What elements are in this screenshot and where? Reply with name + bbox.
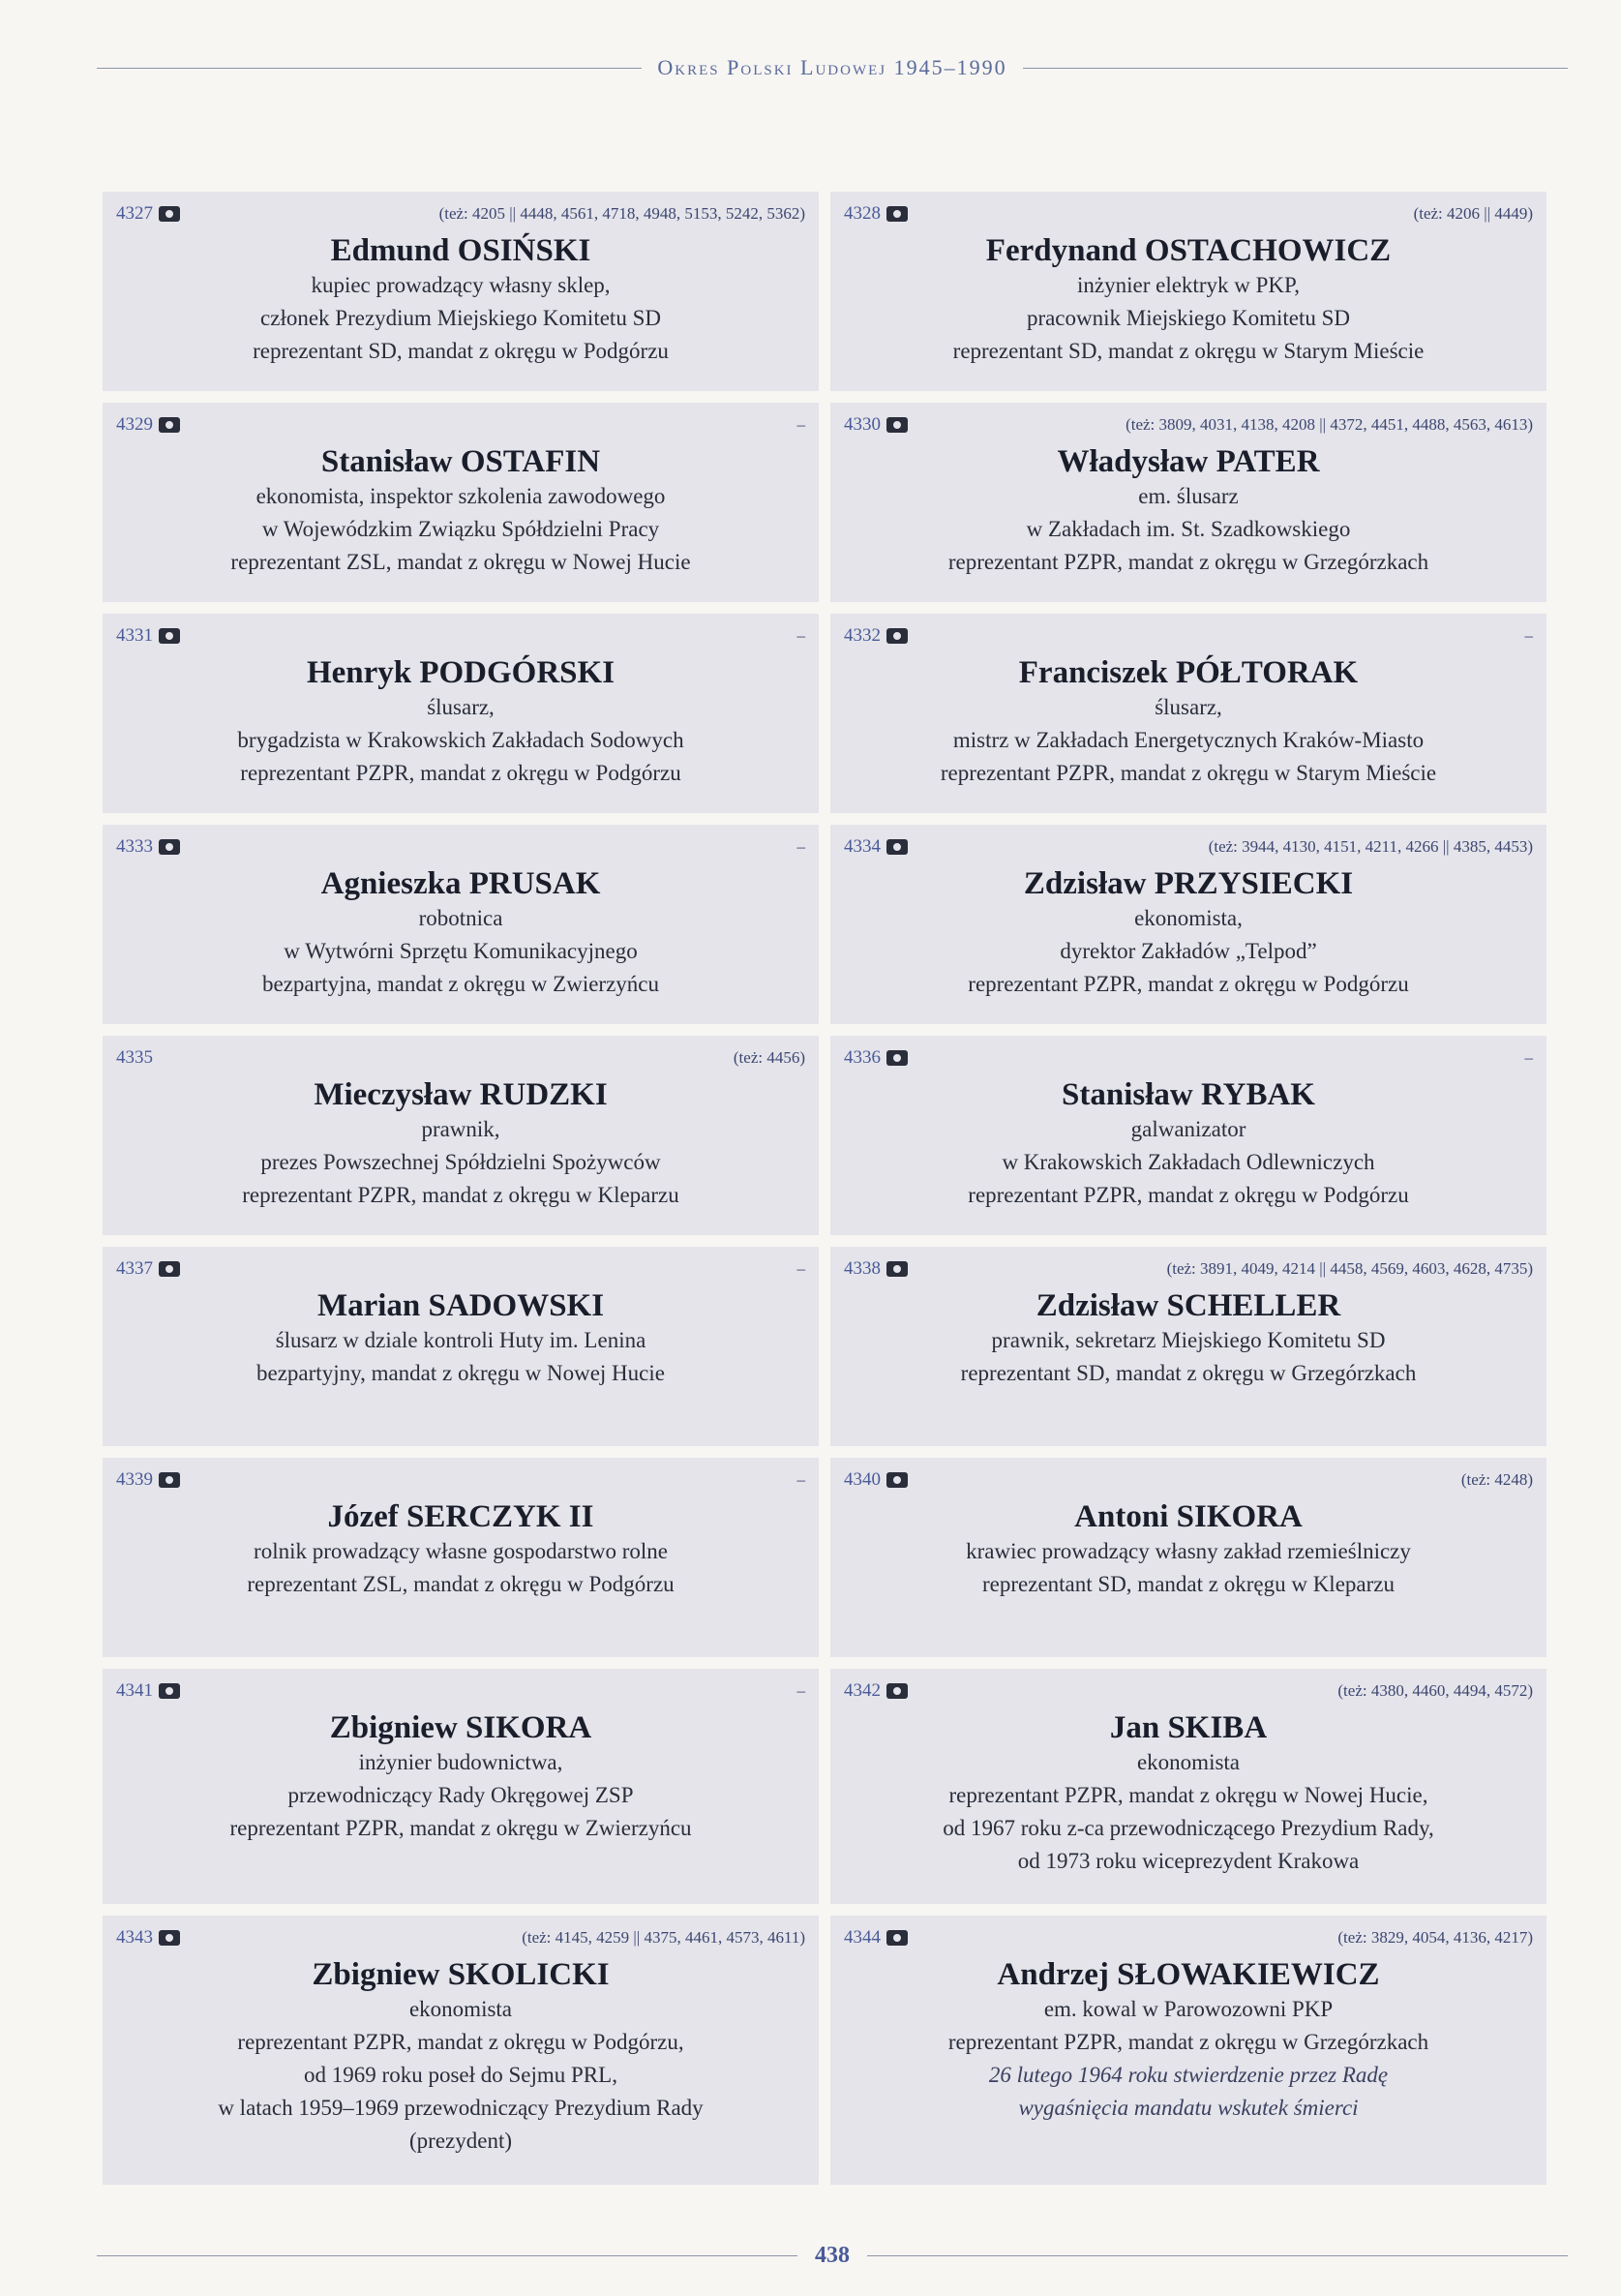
camera-icon (159, 1261, 180, 1277)
header-rule-left (97, 68, 642, 69)
entry-detail-line: reprezentant PZPR, mandat z okręgu w Podgórzu (968, 972, 1409, 996)
entry-name: Franciszek PÓŁTORAK (1018, 655, 1359, 690)
entry-name: Henryk PODGÓRSKI (306, 655, 615, 690)
entry-detail-line: bezpartyjna, mandat z okręgu w Zwierzyńcu (262, 972, 659, 996)
entries-grid (103, 192, 1557, 2185)
entry-card (103, 1916, 819, 2185)
entry-detail-line: reprezentant PZPR, mandat z okręgu w Podgórzu (240, 761, 681, 785)
entry-name: Zbigniew SKOLICKI (312, 1957, 610, 1992)
camera-icon (159, 417, 180, 433)
entry-detail-line: brygadzista w Krakowskich Zakładach Sodowych (237, 728, 684, 752)
entry-name: Agnieszka PRUSAK (320, 866, 601, 901)
entry-card (103, 1247, 819, 1446)
entry-topline (844, 1467, 1533, 1493)
entry-number (116, 1258, 180, 1280)
entry-number-text: 4342 (844, 1680, 881, 1701)
entry-name: Stanisław OSTAFIN (320, 444, 601, 479)
entry-detail-line: reprezentant PZPR, mandat z okręgu w Zwierzyńcu (229, 1816, 692, 1840)
entry-detail-line: od 1973 roku wiceprezydent Krakowa (1017, 1849, 1360, 1873)
entry-name: Zbigniew SIKORA (329, 1710, 592, 1745)
entry-card (830, 1458, 1546, 1657)
entry-card (830, 1036, 1546, 1235)
entry-topline (116, 834, 805, 860)
entry-detail-line: reprezentant SD, mandat z okręgu w Grzegórzkach (960, 1361, 1417, 1385)
camera-icon (886, 1472, 908, 1488)
camera-icon (886, 417, 908, 433)
entry-detail-line: reprezentant ZSL, mandat z okręgu w Podgórzu (247, 1572, 675, 1596)
entry-card (830, 1669, 1546, 1904)
header-rule-right (1023, 68, 1568, 69)
entry-card (103, 403, 819, 602)
entry-name: Stanisław RYBAK (1062, 1077, 1315, 1112)
entry-topline (116, 412, 805, 438)
entry-card (830, 825, 1546, 1024)
entry-card (830, 403, 1546, 602)
camera-icon (886, 1050, 908, 1066)
entry-detail-line: ekonomista, inspektor szkolenia zawodowego (255, 484, 666, 508)
entry-topline (116, 623, 805, 649)
entry-topline (844, 412, 1533, 438)
entry-name: Andrzej SŁOWAKIEWICZ (997, 1957, 1380, 1992)
entry-detail-line: em. ślusarz (1138, 484, 1239, 508)
entry-detail-line: dyrektor Zakładów „Telpod” (1060, 939, 1317, 963)
entry-detail-line: w Wojewódzkim Związku Spółdzielni Pracy (261, 517, 660, 541)
entry-number-text: 4334 (844, 836, 881, 857)
entry-number (844, 1469, 908, 1491)
entry-number (844, 1680, 908, 1702)
entry-name: Marian SADOWSKI (316, 1288, 605, 1323)
entry-detail-line: od 1967 roku z-ca przewodniczącego Prezydium Rady, (943, 1816, 1434, 1840)
entry-detail-line: reprezentant SD, mandat z okręgu w Kleparzu (982, 1572, 1395, 1596)
entry-card (830, 1247, 1546, 1446)
entry-detail-line: bezpartyjny, mandat z okręgu w Nowej Hucie (256, 1361, 665, 1385)
entry-cross-reference: (też: 4205 || 4448, 4561, 4718, 4948, 5153, 5242, 5362) (438, 204, 805, 223)
entry-number (844, 836, 908, 858)
entry-detail-line: reprezentant SD, mandat z okręgu w Starym Mieście (952, 339, 1425, 363)
entry-number (116, 203, 180, 225)
footer-rule-right (867, 2255, 1568, 2256)
entry-cross-reference: (też: 3944, 4130, 4151, 4211, 4266 || 4385, 4453) (1208, 837, 1533, 856)
entry-number (116, 414, 180, 436)
entry-name: Edmund OSIŃSKI (330, 233, 591, 268)
entry-cross-reference: (też: 4248) (1460, 1470, 1533, 1489)
entry-card (103, 1458, 819, 1657)
entry-detail-line: reprezentant PZPR, mandat z okręgu w Kleparzu (242, 1183, 679, 1207)
camera-icon (886, 628, 908, 644)
entry-number-text: 4330 (844, 414, 881, 435)
entry-detail-line: reprezentant ZSL, mandat z okręgu w Nowej Hucie (230, 550, 691, 574)
entry-number (844, 414, 908, 436)
entry-topline (844, 834, 1533, 860)
entry-number (116, 1469, 180, 1491)
entry-number-text: 4335 (116, 1047, 153, 1068)
entry-detail-line: od 1969 roku poseł do Sejmu PRL, (304, 2063, 617, 2087)
entry-note-line: 26 lutego 1964 roku stwierdzenie przez Radę (988, 2063, 1389, 2087)
entry-topline (844, 623, 1533, 649)
entry-name: Władysław PATER (1057, 444, 1320, 479)
entry-detail-line: kupiec prowadzący własny sklep, (311, 273, 611, 297)
entry-detail-line: (prezydent) (409, 2129, 512, 2153)
entry-cross-reference: – (796, 1470, 805, 1489)
entry-detail-line: ślusarz w dziale kontroli Huty im. Lenina (275, 1328, 646, 1352)
entry-number-text: 4337 (116, 1258, 153, 1279)
entry-topline (116, 1925, 805, 1950)
camera-icon (159, 1472, 180, 1488)
entry-cross-reference: (też: 4380, 4460, 4494, 4572) (1337, 1681, 1533, 1700)
entry-topline (844, 1678, 1533, 1704)
entry-topline (116, 201, 805, 227)
entry-detail-line: pracownik Miejskiego Komitetu SD (1026, 306, 1351, 330)
entry-detail-line: prezes Powszechnej Spółdzielni Spożywców (260, 1150, 661, 1174)
entry-topline (116, 1678, 805, 1704)
entry-cross-reference: – (796, 1259, 805, 1278)
entry-topline (844, 1045, 1533, 1071)
entry-topline (116, 1256, 805, 1282)
entry-detail-line: reprezentant PZPR, mandat z okręgu w Starym Mieście (940, 761, 1437, 785)
entry-card (103, 825, 819, 1024)
entry-detail-line: reprezentant PZPR, mandat z okręgu w Podgórzu (968, 1183, 1409, 1207)
entry-cross-reference: (też: 3809, 4031, 4138, 4208 || 4372, 4451, 4488, 4563, 4613) (1126, 415, 1533, 434)
entry-name: Mieczysław RUDZKI (314, 1077, 608, 1112)
entry-number (844, 1927, 908, 1949)
entry-card (830, 192, 1546, 391)
camera-icon (886, 1930, 908, 1946)
camera-icon (159, 206, 180, 222)
entry-number (116, 836, 180, 858)
entry-detail-line: robotnica (418, 906, 503, 930)
entry-cross-reference: – (796, 415, 805, 434)
entry-detail-line: ślusarz, (1155, 695, 1222, 719)
entry-number-text: 4332 (844, 625, 881, 646)
entry-cross-reference: – (796, 626, 805, 645)
entry-detail-line: prawnik, sekretarz Miejskiego Komitetu SD (991, 1328, 1386, 1352)
entry-detail-line: galwanizator (1130, 1117, 1246, 1141)
entry-detail-line: ekonomista, (1134, 906, 1243, 930)
entry-name: Józef SERCZYK II (327, 1499, 594, 1534)
entry-topline (116, 1467, 805, 1493)
entry-cross-reference: (też: 4456) (733, 1048, 805, 1067)
page-number: 438 (815, 2242, 850, 2268)
entry-detail-line: w Krakowskich Zakładach Odlewniczych (1002, 1150, 1375, 1174)
entry-detail-line: krawiec prowadzący własny zakład rzemieślniczy (966, 1539, 1411, 1563)
entry-name: Zdzisław PRZYSIECKI (1023, 866, 1354, 901)
entry-cross-reference: – (796, 837, 805, 856)
camera-icon (159, 628, 180, 644)
entry-topline (844, 1256, 1533, 1282)
entry-name: Ferdynand OSTACHOWICZ (985, 233, 1392, 268)
entry-number-text: 4340 (844, 1469, 881, 1490)
entry-card (830, 1916, 1546, 2185)
entry-number (844, 1047, 908, 1069)
entry-number (116, 1047, 153, 1069)
entry-detail-line: prawnik, (421, 1117, 500, 1141)
entry-number-text: 4341 (116, 1680, 153, 1701)
camera-icon (159, 1930, 180, 1946)
entry-note-line: wygaśnięcia mandatu wskutek śmierci (1018, 2096, 1359, 2120)
entry-detail-line: mistrz w Zakładach Energetycznych Kraków-Miasto (952, 728, 1425, 752)
entry-number (116, 1927, 180, 1949)
entry-number-text: 4344 (844, 1927, 881, 1948)
entry-detail-line: w Zakładach im. St. Szadkowskiego (1026, 517, 1351, 541)
entry-detail-line: reprezentant SD, mandat z okręgu w Podgórzu (253, 339, 669, 363)
entry-detail-line: ślusarz, (427, 695, 495, 719)
entry-number (844, 1258, 908, 1280)
entry-card (830, 614, 1546, 813)
entry-detail-line: reprezentant PZPR, mandat z okręgu w Grzegórzkach (947, 550, 1429, 574)
entry-detail-line: rolnik prowadzący własne gospodarstwo rolne (254, 1539, 668, 1563)
entry-detail-line: inżynier elektryk w PKP, (1077, 273, 1300, 297)
entry-card (103, 1669, 819, 1904)
entry-cross-reference: – (1524, 626, 1533, 645)
entry-detail-line: w Wytwórni Sprzętu Komunikacyjnego (284, 939, 638, 963)
camera-icon (886, 206, 908, 222)
entry-cross-reference: (też: 4206 || 4449) (1413, 204, 1533, 223)
entry-name: Antoni SIKORA (1074, 1499, 1303, 1534)
entry-number-text: 4328 (844, 203, 881, 224)
entry-detail-line: reprezentant PZPR, mandat z okręgu w Nowej Hucie, (948, 1783, 1428, 1807)
entry-detail-line: członek Prezydium Miejskiego Komitetu SD (260, 306, 661, 330)
entry-detail-line: ekonomista (1136, 1750, 1241, 1774)
entry-cross-reference: (też: 4145, 4259 || 4375, 4461, 4573, 4611) (522, 1928, 805, 1947)
entry-cross-reference: – (796, 1681, 805, 1700)
entry-number-text: 4329 (116, 414, 153, 435)
camera-icon (159, 839, 180, 855)
entry-cross-reference: (też: 3829, 4054, 4136, 4217) (1337, 1928, 1533, 1947)
camera-icon (886, 839, 908, 855)
entry-number (116, 625, 180, 647)
entry-card (103, 614, 819, 813)
entry-detail-line: przewodniczący Rady Okręgowej ZSP (287, 1783, 634, 1807)
camera-icon (886, 1261, 908, 1277)
entry-name: Jan SKIBA (1109, 1710, 1268, 1745)
entry-card (103, 1036, 819, 1235)
entry-detail-line: reprezentant PZPR, mandat z okręgu w Grzegórzkach (947, 2030, 1429, 2054)
entry-number-text: 4333 (116, 836, 153, 857)
entry-number-text: 4338 (844, 1258, 881, 1279)
entry-number-text: 4327 (116, 203, 153, 224)
entry-detail-line: ekonomista (408, 1997, 513, 2021)
entry-number (844, 203, 908, 225)
footer-rule-left (97, 2255, 797, 2256)
entry-detail-line: w latach 1959–1969 przewodniczący Prezydium Rady (218, 2096, 704, 2120)
entry-card (103, 192, 819, 391)
camera-icon (886, 1683, 908, 1699)
page-footer (97, 2236, 1568, 2275)
running-title: Okres Polski Ludowej 1945–1990 (657, 55, 1007, 79)
entry-number-text: 4331 (116, 625, 153, 646)
entry-topline (116, 1045, 805, 1071)
camera-icon (159, 1683, 180, 1699)
entry-number-text: 4336 (844, 1047, 881, 1068)
entry-number-text: 4343 (116, 1927, 153, 1948)
entry-detail-line: inżynier budownictwa, (358, 1750, 563, 1774)
entry-number-text: 4339 (116, 1469, 153, 1490)
entry-detail-line: reprezentant PZPR, mandat z okręgu w Podgórzu, (237, 2030, 684, 2054)
entry-detail-line: em. kowal w Parowozowni PKP (1043, 1997, 1334, 2021)
running-header (97, 48, 1568, 87)
entry-name: Zdzisław SCHELLER (1036, 1288, 1341, 1323)
entry-cross-reference: (też: 3891, 4049, 4214 || 4458, 4569, 4603, 4628, 4735) (1166, 1259, 1533, 1278)
entry-number (116, 1680, 180, 1702)
entry-number (844, 625, 908, 647)
entry-topline (844, 201, 1533, 227)
entry-topline (844, 1925, 1533, 1950)
entry-cross-reference: – (1524, 1048, 1533, 1067)
